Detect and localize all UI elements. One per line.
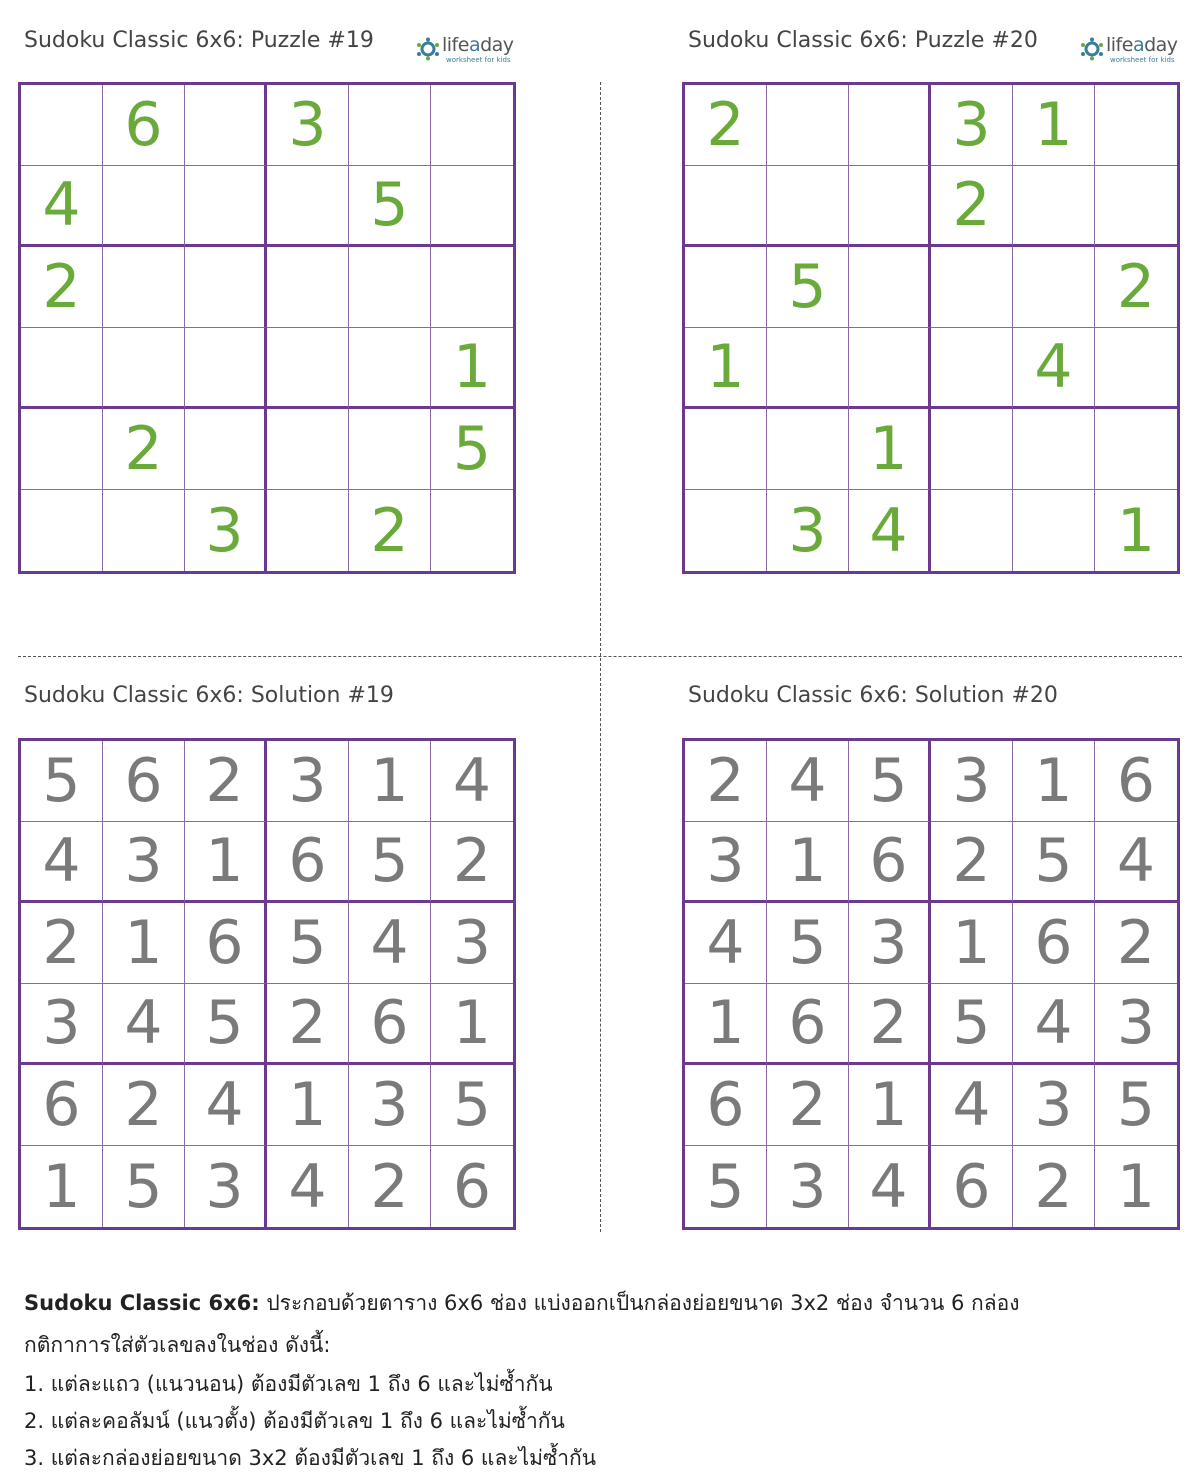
logo-text: lifeaday [442,34,514,56]
gear-dots-icon [416,37,440,61]
logo-tagline: worksheet for kids [1110,56,1175,64]
sudoku-cell: 4 [849,490,931,571]
sudoku-cell: 5 [685,1146,767,1227]
sudoku-cell [685,166,767,247]
sudoku-cell: 6 [685,1065,767,1146]
sudoku-cell: 4 [103,984,185,1065]
sudoku-cell [349,247,431,328]
sudoku-cell [1013,166,1095,247]
sudoku-cell: 1 [849,409,931,490]
sudoku-cell: 2 [103,409,185,490]
sudoku-cell [767,85,849,166]
sudoku-cell [1095,409,1177,490]
sudoku-cell [431,85,513,166]
sudoku-cell: 2 [349,1146,431,1227]
sudoku-cell: 2 [103,1065,185,1146]
sudoku-cell: 2 [931,166,1013,247]
sudoku-cell: 5 [185,984,267,1065]
rule-item: 3. แต่ละกล่องย่อยขนาด 3x2 ต้องมีตัวเลข 1 ถึง 6 และไม่ซ้ำกัน [24,1446,597,1470]
sudoku-cell [103,166,185,247]
sudoku-cell: 6 [931,1146,1013,1227]
sudoku-cell [849,166,931,247]
sudoku-cell: 3 [21,984,103,1065]
sudoku-cell: 2 [267,984,349,1065]
sudoku-cell: 6 [103,85,185,166]
rule-item: 2. แต่ละคอลัมน์ (แนวตั้ง) ต้องมีตัวเลข 1 ถึง 6 และไม่ซ้ำกัน [24,1409,565,1433]
sudoku-cell [849,247,931,328]
sudoku-cell [103,328,185,409]
sudoku-cell: 1 [1116,1151,1156,1222]
sudoku-cell: 4 [21,822,103,903]
sudoku-cell: 6 [267,822,349,903]
sudoku-cell: 2 [431,822,513,903]
sudoku-cell: 1 [1013,85,1095,166]
sudoku-cell: 3 [849,903,931,984]
sudoku-cell [21,490,103,571]
sudoku-cell: 4 [685,903,767,984]
sudoku-cell: 2 [349,490,431,571]
solution-19-grid [18,738,516,1230]
sudoku-cell: 6 [103,741,185,822]
rules-heading: Sudoku Classic 6x6: [24,1291,260,1315]
sudoku-cell: 5 [267,903,349,984]
sudoku-cell: 2 [21,247,103,328]
sudoku-cell [931,409,1013,490]
sudoku-cell: 3 [1013,1065,1095,1146]
sudoku-cell [1095,85,1177,166]
sudoku-cell: 2 [1013,1146,1095,1227]
sudoku-cell [267,409,349,490]
sudoku-cell: 1 [1116,495,1156,566]
sudoku-cell: 4 [349,903,431,984]
lifeaday-logo [1080,34,1180,68]
sudoku-cell [21,409,103,490]
sudoku-cell: 4 [767,741,849,822]
sudoku-cell: 1 [185,822,267,903]
sudoku-cell: 5 [767,903,849,984]
sudoku-cell [931,247,1013,328]
sudoku-cell [1013,247,1095,328]
sudoku-cell [267,166,349,247]
sudoku-cell: 5 [103,1146,185,1227]
sudoku-cell [849,328,931,409]
sudoku-cell: 4 [21,166,103,247]
sudoku-cell: 1 [931,903,1013,984]
sudoku-cell: 2 [685,741,767,822]
sudoku-cell [21,328,103,409]
sudoku-cell [431,166,513,247]
sudoku-cell: 1 [267,1065,349,1146]
sudoku-cell: 1 [685,328,767,409]
sudoku-cell [685,490,767,571]
sudoku-cell: 2 [1095,247,1177,328]
sudoku-cell: 5 [1013,822,1095,903]
sudoku-cell [767,166,849,247]
sudoku-cell [685,247,767,328]
sudoku-cell: 4 [1013,984,1095,1065]
sudoku-cell [1095,166,1177,247]
sudoku-cell [1013,490,1095,571]
puzzle-20-grid [682,82,1180,574]
lifeaday-logo [416,34,516,68]
sudoku-cell [267,328,349,409]
sudoku-cell: 3 [185,1146,267,1227]
rules-section [24,1282,1184,1477]
rules-intro [24,1282,1184,1324]
sudoku-cell: 2 [767,1065,849,1146]
sudoku-cell: 1 [431,328,513,409]
sudoku-cell: 5 [931,984,1013,1065]
sudoku-cell: 6 [1095,741,1177,822]
logo-text: lifeaday [1106,34,1178,56]
solution-title: Sudoku Classic 6x6: Solution #20 [688,683,1058,708]
sudoku-cell [267,247,349,328]
sudoku-cell: 2 [21,903,103,984]
sudoku-cell: 2 [185,741,267,822]
sudoku-cell [349,85,431,166]
sudoku-cell: 5 [431,409,513,490]
sudoku-cell: 3 [931,741,1013,822]
sudoku-cell [267,490,349,571]
sudoku-cell: 4 [267,1146,349,1227]
sudoku-cell: 2 [1095,903,1177,984]
sudoku-cell: 3 [767,1146,849,1227]
sudoku-cell: 6 [767,984,849,1065]
sudoku-cell: 1 [767,822,849,903]
puzzle-title: Sudoku Classic 6x6: Puzzle #19 [24,28,374,53]
sudoku-cell: 4 [849,1146,931,1227]
sudoku-cell: 5 [349,822,431,903]
sudoku-cell: 6 [849,822,931,903]
sudoku-cell: 1 [103,903,185,984]
sudoku-cell [349,328,431,409]
sudoku-cell: 3 [267,85,349,166]
sudoku-cell [767,409,849,490]
sudoku-cell: 2 [931,822,1013,903]
sudoku-cell: 3 [1095,984,1177,1065]
sudoku-cell: 3 [185,490,267,571]
sudoku-cell: 6 [349,984,431,1065]
sudoku-cell: 4 [185,1065,267,1146]
sudoku-cell: 3 [267,741,349,822]
sudoku-cell [931,328,1013,409]
sudoku-cell: 6 [21,1065,103,1146]
sudoku-cell [1095,328,1177,409]
sudoku-cell [849,85,931,166]
sudoku-cell [185,85,267,166]
sudoku-cell [431,247,513,328]
horizontal-cut-line [18,656,1182,657]
sudoku-cell [431,490,513,571]
sudoku-cell [685,409,767,490]
sudoku-cell: 2 [849,984,931,1065]
sudoku-cell: 3 [431,903,513,984]
sudoku-cell: 5 [849,741,931,822]
sudoku-cell: 6 [1013,903,1095,984]
sudoku-cell: 5 [767,247,849,328]
sudoku-cell [1013,409,1095,490]
puzzle-19-grid [18,82,516,574]
sudoku-cell: 5 [431,1065,513,1146]
rules-intro-text: ประกอบด้วยตาราง 6x6 ช่อง แบ่งออกเป็นกล่องย่อยขนาด 3x2 ช่อง จำนวน 6 กล่อง [259,1291,1020,1315]
solution-title: Sudoku Classic 6x6: Solution #19 [24,683,394,708]
sudoku-cell [767,328,849,409]
sudoku-cell: 3 [349,1065,431,1146]
solution-20-grid [682,738,1180,1230]
rule-item: 1. แต่ละแถว (แนวนอน) ต้องมีตัวเลข 1 ถึง 6 และไม่ซ้ำกัน [24,1372,553,1396]
sudoku-cell: 5 [349,166,431,247]
sudoku-cell: 6 [185,903,267,984]
gear-dots-icon [1080,37,1104,61]
sudoku-cell [931,490,1013,571]
sudoku-cell [349,409,431,490]
sudoku-cell: 1 [685,984,767,1065]
logo-tagline: worksheet for kids [446,56,511,64]
sudoku-cell [185,328,267,409]
sudoku-cell [21,85,103,166]
sudoku-cell: 3 [767,490,849,571]
vertical-cut-line [600,82,601,1232]
sudoku-cell: 4 [931,1065,1013,1146]
sudoku-cell: 3 [931,85,1013,166]
sudoku-cell [185,166,267,247]
sudoku-cell: 5 [1095,1065,1177,1146]
sudoku-cell: 1 [349,741,431,822]
rules-intro2: กติกาการใส่ตัวเลขลงในช่อง ดังนี้: [24,1333,331,1357]
sudoku-cell: 5 [21,741,103,822]
sudoku-cell: 2 [685,85,767,166]
sudoku-cell: 6 [452,1151,492,1222]
sudoku-cell [185,247,267,328]
sudoku-cell: 1 [849,1065,931,1146]
sudoku-cell [103,247,185,328]
sudoku-cell [185,409,267,490]
sudoku-cell: 4 [431,741,513,822]
sudoku-cell: 3 [103,822,185,903]
puzzle-title: Sudoku Classic 6x6: Puzzle #20 [688,28,1038,53]
sudoku-cell: 3 [685,822,767,903]
sudoku-cell: 1 [431,984,513,1065]
sudoku-cell: 1 [1013,741,1095,822]
sudoku-cell: 4 [1013,328,1095,409]
sudoku-cell [103,490,185,571]
sudoku-cell: 1 [21,1146,103,1227]
sudoku-cell: 4 [1095,822,1177,903]
